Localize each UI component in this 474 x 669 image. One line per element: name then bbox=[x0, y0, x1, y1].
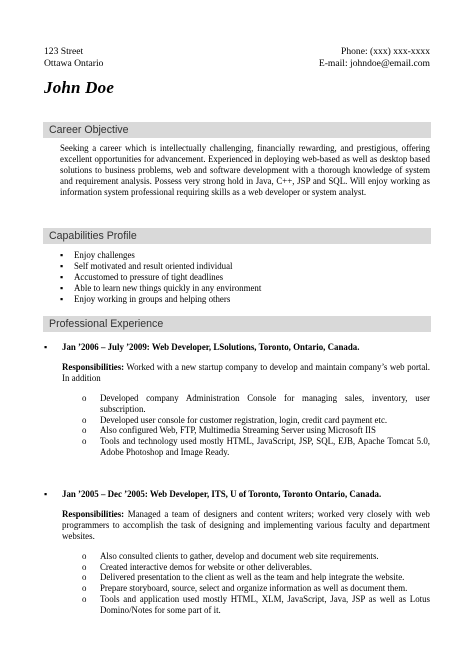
list-item: o Also consulted clients to gather, develop and document web site requirements. bbox=[82, 550, 379, 561]
list-item: o Created interactive demos for website or other deliverables. bbox=[82, 561, 312, 572]
job-responsibilities: Responsibilities: Managed a team of designers and content writers; worked very closely with web programmers to accomplish the task of designing and implementing various faculty and department websites. bbox=[62, 508, 430, 541]
contact-info bbox=[319, 46, 430, 69]
circle-bullet-icon: o bbox=[82, 392, 87, 403]
list-item: o Prepare storyboard, source, select and organize information as well as document them. bbox=[82, 583, 408, 594]
list-item: ▪ Self motivated and result oriented individual bbox=[60, 260, 233, 271]
street-address: 123 Street bbox=[44, 46, 84, 57]
capabilities-header: Capabilities Profile bbox=[43, 228, 431, 244]
bullet-icon: ▪ bbox=[44, 489, 48, 499]
address-block bbox=[44, 46, 103, 69]
capabilities-list bbox=[60, 250, 261, 305]
career-objective-header: Career Objective bbox=[43, 122, 431, 138]
city-address: Ottawa Ontario bbox=[44, 57, 104, 69]
circle-bullet-icon: o bbox=[82, 414, 87, 425]
job-responsibilities: Responsibilities: Worked with a new startup company to develop and maintain company’s web portal. In addition bbox=[62, 361, 430, 383]
list-item: o Tools and application used mostly HTML, XLM, JavaScript, Java, JSP as well as Lotus Domino/Notes for some part of it. bbox=[82, 594, 430, 616]
circle-bullet-icon: o bbox=[82, 550, 87, 561]
list-item: o Also configured Web, FTP, Multimedia Streaming Server using Microsoft IIS bbox=[82, 425, 376, 436]
bullet-icon: ▪ bbox=[60, 260, 64, 271]
task-list bbox=[44, 551, 430, 616]
job-entry bbox=[44, 489, 430, 616]
bullet-icon: ▪ bbox=[60, 250, 64, 260]
job-title: ▪ Jan ’2005 – Dec ’2005: Web Developer, ITS, U of Toronto, Toronto Ontario, Canada. bbox=[44, 489, 382, 499]
list-item: ▪ Able to learn new things quickly in any environment bbox=[60, 282, 262, 293]
circle-bullet-icon: o bbox=[82, 594, 87, 605]
list-item: o Delivered presentation to the client as well as the team and help integrate the website. bbox=[82, 572, 405, 583]
circle-bullet-icon: o bbox=[82, 425, 87, 436]
circle-bullet-icon: o bbox=[82, 583, 87, 594]
list-item: ▪ Enjoy challenges bbox=[60, 250, 135, 260]
email-address: E-mail: johndoe@email.com bbox=[318, 57, 430, 69]
responsibilities-label: Responsibilities: bbox=[62, 361, 125, 372]
circle-bullet-icon: o bbox=[82, 572, 87, 583]
list-item: ▪ Accustomed to pressure of tight deadlines bbox=[60, 271, 224, 282]
list-item: o Developed user console for customer registration, login, credit card payment etc. bbox=[82, 414, 388, 425]
list-item: ▪ Enjoy working in groups and helping others bbox=[60, 293, 231, 304]
list-item: o Tools and technology used mostly HTML, JavaScript, JSP, SQL, EJB, Apache Tomcat 5.0, Adobe Photoshop and Image Ready. bbox=[82, 436, 430, 458]
bullet-icon: ▪ bbox=[60, 271, 64, 282]
experience-header: Professional Experience bbox=[43, 316, 431, 332]
bullet-icon: ▪ bbox=[60, 293, 64, 304]
job-title: ▪ Jan ’2006 – July ’2009: Web Developer, LSolutions, Toronto, Ontario, Canada. bbox=[44, 342, 360, 352]
list-item: o Developed company Administration Console for managing sales, inventory, user subscription. bbox=[82, 392, 430, 414]
bullet-icon: ▪ bbox=[60, 282, 64, 293]
responsibilities-label: Responsibilities: bbox=[62, 508, 125, 519]
circle-bullet-icon: o bbox=[82, 561, 87, 572]
task-list bbox=[44, 393, 430, 458]
applicant-name: John Doe bbox=[44, 78, 115, 97]
bullet-icon: ▪ bbox=[44, 342, 48, 352]
job-entry bbox=[44, 342, 430, 458]
circle-bullet-icon: o bbox=[82, 436, 87, 447]
career-objective-text: Seeking a career which is intellectually challenging, financially rewarding, and prestigious, offering excellent opportunities for advancement. Experienced in deploying web-based as well as desktop based solutions to business problems, web and software development with a thorough knowledge of system and requirement analysis. Possess very strong hold in Java, C++, JSP and SQL. Will enjoy working as information system professional requiring skills as a web developer or system analyst. bbox=[60, 143, 430, 197]
phone-number: Phone: (xxx) xxx-xxxx bbox=[341, 46, 430, 57]
